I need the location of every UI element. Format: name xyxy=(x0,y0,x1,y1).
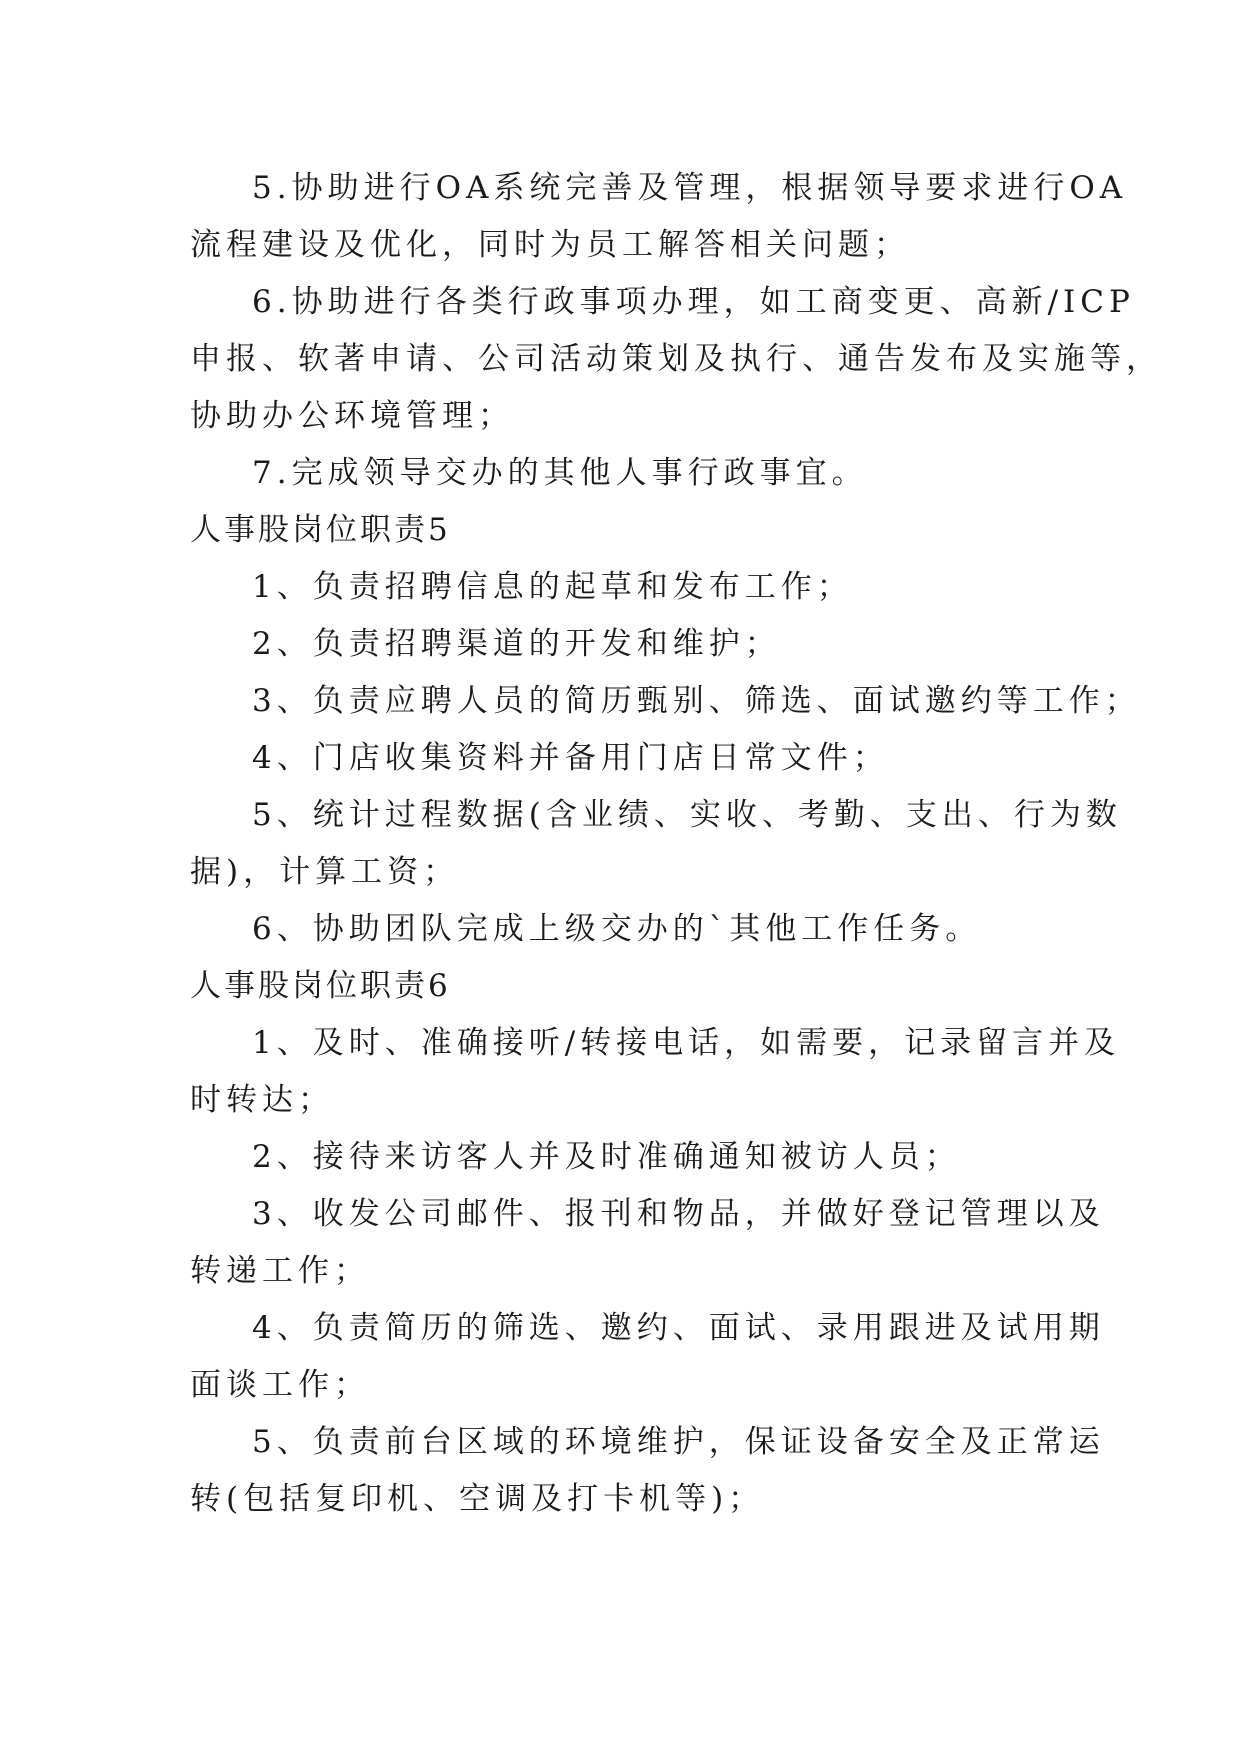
paragraph-line: 6、协助团队完成上级交办的`其他工作任务。 xyxy=(252,911,982,947)
paragraph-line: 1、负责招聘信息的起草和发布工作； xyxy=(252,569,853,605)
paragraph-line: 申报、软著申请、公司活动策划及执行、通告发布及实施等， xyxy=(190,341,1162,377)
paragraph-line: 5、负责前台区域的环境维护，保证设备安全及正常运 xyxy=(252,1424,1105,1460)
section-heading: 人事股岗位职责5 xyxy=(190,512,451,548)
paragraph-line: 2、负责招聘渠道的开发和维护； xyxy=(252,626,781,662)
paragraph-line: 6.协助进行各类行政事项办理，如工商变更、高新/ICP xyxy=(252,284,1135,320)
paragraph-line: 据)，计算工资； xyxy=(190,854,460,890)
paragraph-line: 3、收发公司邮件、报刊和物品，并做好登记管理以及 xyxy=(252,1196,1105,1232)
paragraph-line: 5.协助进行OA系统完善及管理，根据领导要求进行OA xyxy=(252,170,1128,206)
paragraph-line: 时转达； xyxy=(190,1082,334,1118)
paragraph-line: 7.完成领导交办的其他人事行政事宜。 xyxy=(252,455,868,491)
paragraph-line: 5、统计过程数据(含业绩、实收、考勤、支出、行为数 xyxy=(252,797,1122,833)
paragraph-line: 流程建设及优化，同时为员工解答相关问题； xyxy=(190,227,910,263)
paragraph-line: 转(包括复印机、空调及打卡机等)； xyxy=(190,1481,765,1517)
paragraph-line: 1、及时、准确接听/转接电话，如需要，记录留言并及 xyxy=(252,1025,1121,1061)
paragraph-line: 面谈工作； xyxy=(190,1367,370,1403)
paragraph-line: 4、负责简历的筛选、邀约、面试、录用跟进及试用期 xyxy=(252,1310,1105,1346)
paragraph-line: 3、负责应聘人员的简历甄别、筛选、面试邀约等工作； xyxy=(252,683,1141,719)
paragraph-line: 协助办公环境管理； xyxy=(190,398,514,434)
paragraph-line: 2、接待来访客人并及时准确通知被访人员； xyxy=(252,1139,961,1175)
paragraph-line: 转递工作； xyxy=(190,1253,370,1289)
section-heading: 人事股岗位职责6 xyxy=(190,968,451,1004)
paragraph-line: 4、门店收集资料并备用门店日常文件； xyxy=(252,740,889,776)
